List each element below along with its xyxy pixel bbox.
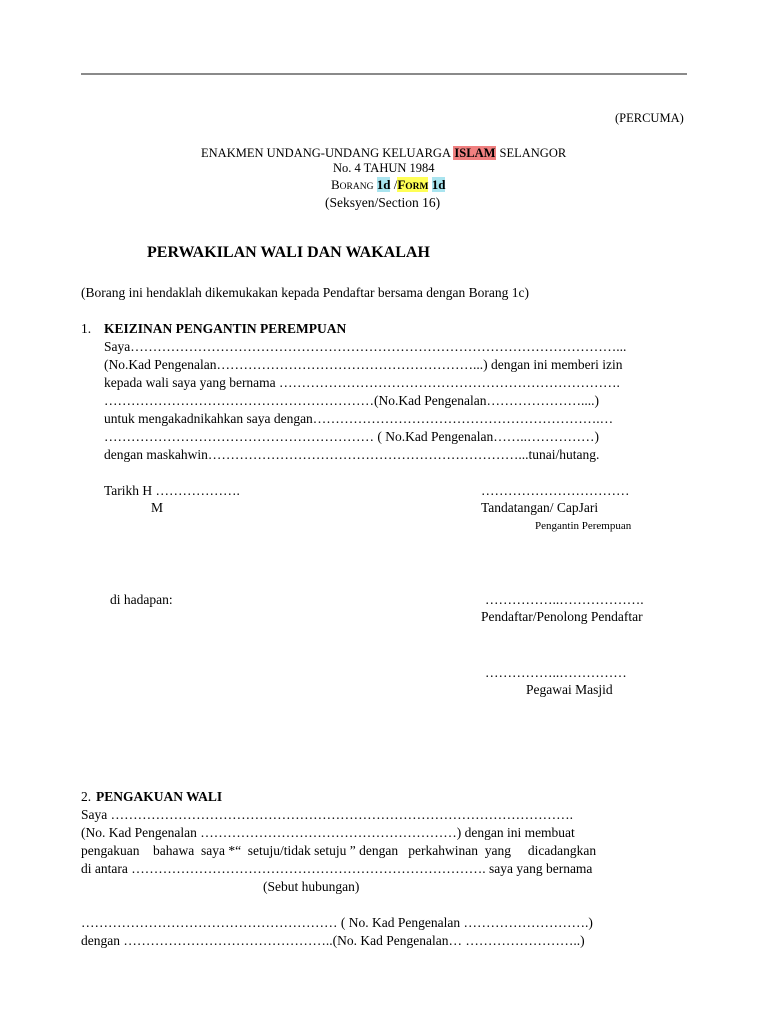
tarikh-field: Tarikh H ………………. — [104, 483, 240, 498]
form-rest: ORM — [405, 182, 429, 192]
section2-number: 2. — [81, 789, 92, 804]
form-id: 1d — [431, 177, 446, 192]
s2-line-4: di antara ……………………………………………………………………. saya yang bernama — [81, 861, 593, 876]
percuma-label: (PERCUMA) — [615, 111, 684, 125]
section1-number: 1. — [81, 321, 92, 336]
enakmen-post: SELANGOR — [496, 146, 567, 160]
page-title: PERWAKILAN WALI DAN WAKALAH — [147, 244, 430, 261]
signature-dots-mosque: ……………..…………… — [485, 665, 627, 680]
borang-rest: ORANG — [339, 182, 374, 192]
s2-line-3: pengakuan bahawa saya *“ setuju/tidak setuju ” dengan perkahwinan yang dicadangkan — [81, 843, 597, 858]
signature-sub-bride: Pengantin Perempuan — [535, 520, 632, 532]
section1-heading: KEIZINAN PENGANTIN PEREMPUAN — [104, 321, 347, 336]
enakmen-title — [201, 146, 566, 161]
islam-highlight: ISLAM — [454, 146, 496, 160]
form-initial: F — [397, 177, 406, 192]
signature-label-mosque: Pegawai Masjid — [526, 682, 613, 697]
s1-line-7: dengan maskahwin……………………………………………………………...tunai/hutang. — [104, 447, 600, 462]
top-rule — [81, 73, 687, 75]
seksyen-label: (Seksyen/Section 16) — [325, 195, 441, 210]
borang-initial: B — [331, 177, 340, 192]
borang-form-id — [331, 177, 445, 193]
tarikh-m: M — [151, 500, 164, 515]
signature-label-registrar: Pendaftar/Penolong Pendaftar — [481, 609, 643, 624]
s1-line-3: kepada wali saya yang bernama …………………………………………………………………. — [104, 375, 620, 390]
section2-heading: PENGAKUAN WALI — [96, 789, 223, 804]
form-label — [397, 177, 428, 192]
s1-line-1: Saya………………………………………………………………………………………………... — [104, 339, 627, 354]
enakmen-pre: ENAKMEN UNDANG-UNDANG KELUARGA — [201, 146, 454, 160]
instruction-text: (Borang ini hendaklah dikemukakan kepada Pendaftar bersama dengan Borang 1c) — [81, 285, 529, 300]
act-number: No. 4 TAHUN 1984 — [333, 161, 435, 175]
signature-label-bride: Tandatangan/ CapJari — [481, 500, 599, 515]
s1-line-2: (No.Kad Pengenalan…………………………………………………...) dengan ini memberi izin — [104, 357, 623, 372]
signature-dots-bride: …………………………… — [481, 483, 630, 498]
s1-line-6: …………………………………………………… ( No.Kad Pengenalan……..……………) — [104, 429, 599, 444]
s2-line-6: ………………………………………………… ( No. Kad Pengenalan ……………………….) — [81, 915, 593, 930]
s2-line-1: Saya …………………………………………………………………………………………. — [81, 807, 573, 822]
slash: / — [390, 177, 398, 192]
s2-line-2: (No. Kad Pengenalan …………………………………………………) dengan ini membuat — [81, 825, 575, 840]
s2-hubungan: (Sebut hubungan) — [263, 879, 360, 894]
signature-dots-registrar: ……………..………………. — [485, 592, 644, 607]
s1-line-5: untuk mengakadnikahkan saya dengan……………………………………………………….… — [104, 411, 614, 426]
borang-id: 1d — [376, 177, 391, 192]
s1-line-4: ……………………………………………………(No.Kad Pengenalan…………………....) — [104, 393, 599, 408]
s2-line-7: dengan ………………………………………..(No. Kad Pengenalan… ……………………..) — [81, 933, 585, 948]
di-hadapan-label: di hadapan: — [110, 592, 173, 607]
